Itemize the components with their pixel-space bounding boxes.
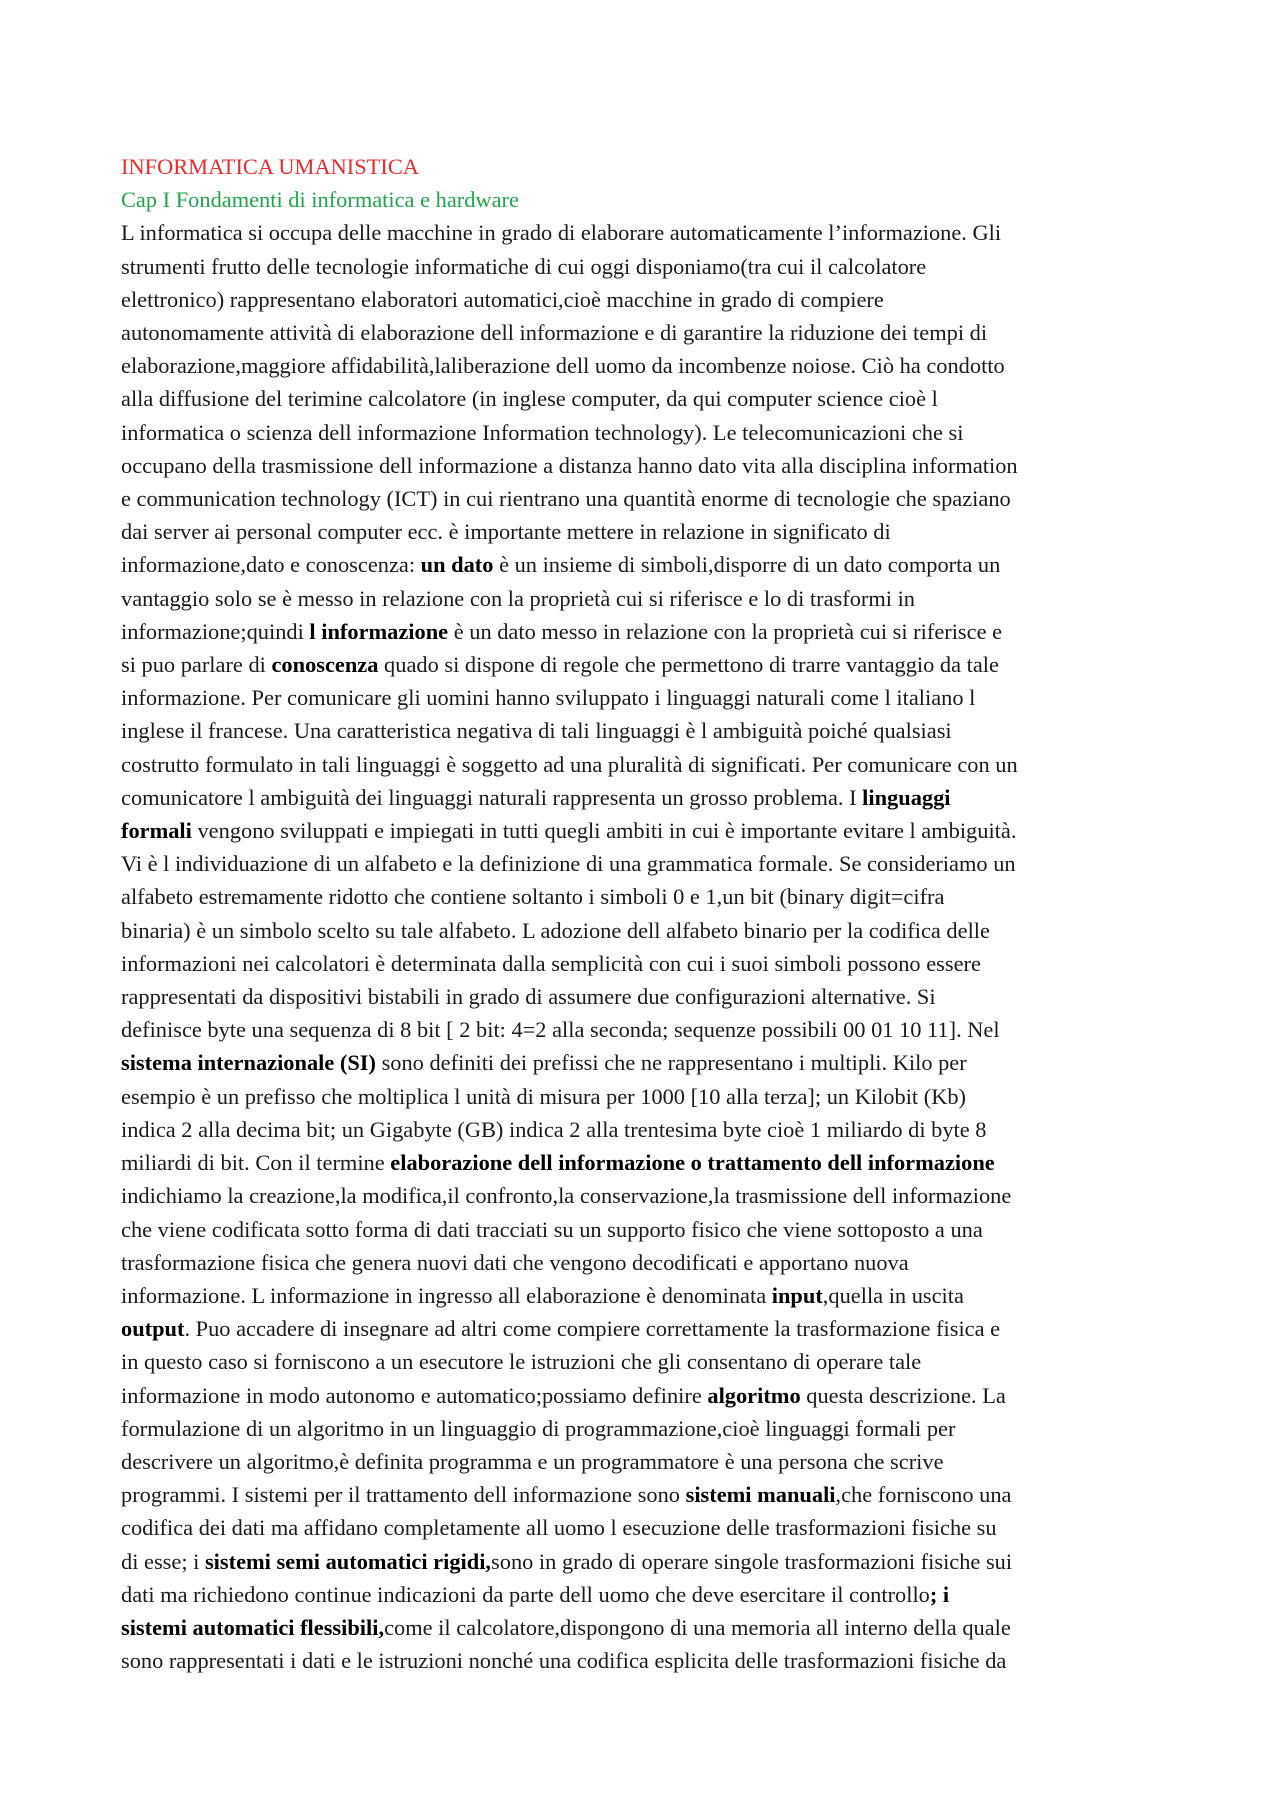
text-run: indichiamo la creazione,la modifica,il confronto,la conservazione,la trasmissione dell informazione [121, 1183, 1012, 1209]
text-line [121, 250, 1161, 283]
text-line [121, 1213, 1161, 1246]
text-line [121, 349, 1161, 382]
text-run: formulazione di un algoritmo in un linguaggio di programmazione,cioè linguaggi formali per [121, 1415, 956, 1441]
text-line [121, 748, 1161, 781]
text-line [121, 548, 1161, 581]
text-run: trasformazione fisica che genera nuovi dati che vengono decodificati e apportano nuova [121, 1249, 909, 1275]
text-line [121, 316, 1161, 349]
bold-term: input [771, 1282, 823, 1308]
text-run: ,che forniscono una [835, 1482, 1012, 1508]
text-run: vengono sviluppati e impiegati in tutti quegli ambiti in cui è importante evitare l ambiguità. [191, 818, 1017, 844]
text-run: alla diffusione del terimine calcolatore (in inglese computer, da qui computer science cioè l [121, 386, 938, 412]
text-line [121, 1412, 1161, 1445]
body-paragraph [121, 216, 1161, 1677]
text-run: descrivere un algoritmo,è definita programma e un programmatore è una persona che scrive [121, 1448, 944, 1474]
bold-term: sistemi manuali [685, 1482, 836, 1508]
text-run: si puo parlare di [121, 652, 272, 678]
text-run: Vi è l individuazione di un alfabeto e la definizione di una grammatica formale. Se consideriamo un [121, 851, 1016, 877]
bold-term: algoritmo [707, 1382, 801, 1408]
text-run: programmi. I sistemi per il trattamento dell informazione sono [121, 1482, 686, 1508]
text-line [121, 416, 1161, 449]
text-line [121, 714, 1161, 747]
text-line [121, 980, 1161, 1013]
text-line [121, 847, 1161, 880]
chapter-heading: Cap I Fondamenti di informatica e hardware [121, 187, 519, 213]
text-run: occupano della trasmissione dell informazione a distanza hanno dato vita alla disciplina information [121, 452, 1018, 478]
text-run: informazione,dato e conoscenza: [121, 552, 421, 578]
text-run: quado si dispone di regole che permettono di trarre vantaggio da tale [378, 652, 999, 678]
text-run: strumenti frutto delle tecnologie informatiche di cui oggi disponiamo(tra cui il calcolatore [121, 253, 927, 279]
text-run: L informatica si occupa delle macchine in grado di elaborare automaticamente l’informazione. Gli [121, 220, 1002, 246]
text-run: informazione in modo autonomo e automatico;possiamo definire [121, 1382, 708, 1408]
text-line [121, 1179, 1161, 1212]
text-line [121, 1146, 1161, 1179]
bold-term: sistema internazionale (SI) [121, 1050, 376, 1076]
text-run: costrutto formulato in tali linguaggi è soggetto ad una pluralità di significati. Per comunicare con un [121, 751, 1018, 777]
bold-term: un dato [420, 552, 494, 578]
text-line [121, 1113, 1161, 1146]
text-run: informazioni nei calcolatori è determinata dalla semplicità con cui i suoi simboli possono essere [121, 950, 981, 976]
text-line [121, 1046, 1161, 1079]
bold-term: sistemi semi automatici rigidi, [204, 1548, 492, 1574]
text-run: comunicatore l ambiguità dei linguaggi naturali rappresenta un grosso problema. I [121, 784, 863, 810]
bold-term: sistemi automatici flessibili, [121, 1614, 385, 1640]
text-run: informatica o scienza dell informazione Information technology). Le telecomunicazioni che si [121, 419, 964, 445]
text-line [121, 1379, 1161, 1412]
text-run: sono in grado di operare singole trasformazioni fisiche sui [491, 1548, 1013, 1574]
text-line [121, 1279, 1161, 1312]
text-run: miliardi di bit. Con il termine [121, 1150, 391, 1176]
text-line [121, 1478, 1161, 1511]
text-run: dai server ai personal computer ecc. è importante mettere in relazione in significato di [121, 519, 891, 545]
document-title: INFORMATICA UMANISTICA [121, 154, 419, 179]
text-line [121, 1445, 1161, 1478]
text-run: codifica dei dati ma affidano completamente all uomo l esecuzione delle trasformazioni fisiche su [121, 1515, 997, 1541]
text-run: informazione. L informazione in ingresso all elaborazione è denominata [121, 1282, 772, 1308]
text-line [121, 1644, 1161, 1677]
text-run: dati ma richiedono continue indicazioni da parte dell uomo che deve esercitare il controllo [121, 1581, 930, 1607]
bold-term: l informazione [309, 618, 449, 644]
bold-term: output [121, 1316, 185, 1342]
bold-term: conoscenza [271, 652, 379, 678]
text-line [121, 1013, 1161, 1046]
text-line [121, 482, 1161, 515]
bold-term: ; i [929, 1581, 950, 1607]
text-line [121, 615, 1161, 648]
text-run: è un insieme di simboli,disporre di un dato comporta un [493, 552, 1001, 578]
text-run: ,quella in uscita [822, 1282, 964, 1308]
text-run: come il calcolatore,dispongono di una memoria all interno della quale [384, 1614, 1011, 1640]
text-line [121, 582, 1161, 615]
text-run: inglese il francese. Una caratteristica negativa di tali linguaggi è l ambiguità poiché qualsiasi [121, 718, 952, 744]
text-run: definisce byte una sequenza di 8 bit [ 2 bit: 4=2 alla seconda; sequenze possibili 00 01 10 11]. Nel [121, 1017, 1000, 1043]
text-run: sono definiti dei prefissi che ne rappresentano i multipli. Kilo per [375, 1050, 967, 1076]
text-run: che viene codificata sotto forma di dati tracciati su un supporto fisico che viene sottoposto a una [121, 1216, 983, 1242]
text-run: binaria) è un simbolo scelto su tale alfabeto. L adozione dell alfabeto binario per la codifica delle [121, 917, 990, 943]
text-run: sono rappresentati i dati e le istruzioni nonché una codifica esplicita delle trasformazioni fisiche da [121, 1648, 1007, 1674]
text-line [121, 216, 1161, 249]
text-line [121, 814, 1161, 847]
text-run: elettronico) rappresentano elaboratori automatici,cioè macchine in grado di compiere [121, 286, 884, 312]
text-run: indica 2 alla decima bit; un Gigabyte (GB) indica 2 alla trentesima byte cioè 1 miliardo di byte 8 [121, 1116, 987, 1142]
text-run: informazione;quindi [121, 618, 310, 644]
text-run: alfabeto estremamente ridotto che contiene soltanto i simboli 0 e 1,un bit (binary digit=cifra [121, 884, 945, 910]
bold-term: formali [121, 818, 192, 844]
text-line [121, 449, 1161, 482]
bold-term: linguaggi [862, 784, 951, 810]
text-line [121, 1578, 1161, 1611]
text-line [121, 515, 1161, 548]
text-line [121, 283, 1161, 316]
text-line [121, 914, 1161, 947]
text-run: rappresentati da dispositivi bistabili in grado di assumere due configurazioni alternative. Si [121, 984, 936, 1010]
text-line [121, 1345, 1161, 1378]
text-line [121, 947, 1161, 980]
text-line [121, 1611, 1161, 1644]
text-line [121, 648, 1161, 681]
text-run: . Puo accadere di insegnare ad altri come compiere correttamente la trasformazione fisica e [184, 1316, 1001, 1342]
text-run: autonomamente attività di elaborazione dell informazione e di garantire la riduzione dei tempi di [121, 320, 988, 346]
text-line [121, 1511, 1161, 1544]
text-line [121, 1080, 1161, 1113]
text-run: di esse; i [121, 1548, 205, 1574]
text-run: in questo caso si forniscono a un esecutore le istruzioni che gli consentano di operare tale [121, 1349, 922, 1375]
text-run: informazione. Per comunicare gli uomini hanno sviluppato i linguaggi naturali come l italiano l [121, 685, 976, 711]
text-line [121, 1246, 1161, 1279]
text-line [121, 880, 1161, 913]
text-run: elaborazione,maggiore affidabilità,laliberazione dell uomo da incombenze noiose. Ciò ha condotto [121, 353, 1005, 379]
text-line [121, 681, 1161, 714]
text-run: e communication technology (ICT) in cui rientrano una quantità enorme di tecnologie che spaziano [121, 486, 1011, 512]
text-line [121, 1312, 1161, 1345]
text-line [121, 1545, 1161, 1578]
text-run: vantaggio solo se è messo in relazione con la proprietà cui si riferisce e lo di trasformi in [121, 585, 915, 611]
text-line [121, 781, 1161, 814]
text-run: è un dato messo in relazione con la proprietà cui si riferisce e [448, 618, 1003, 644]
text-run: questa descrizione. La [800, 1382, 1006, 1408]
bold-term: elaborazione dell informazione o trattamento dell informazione [390, 1150, 995, 1176]
text-line [121, 382, 1161, 415]
page-content [121, 150, 1161, 1677]
text-run: esempio è un prefisso che moltiplica l unità di misura per 1000 [10 alla terza]; un Kilobit (Kb) [121, 1083, 967, 1109]
